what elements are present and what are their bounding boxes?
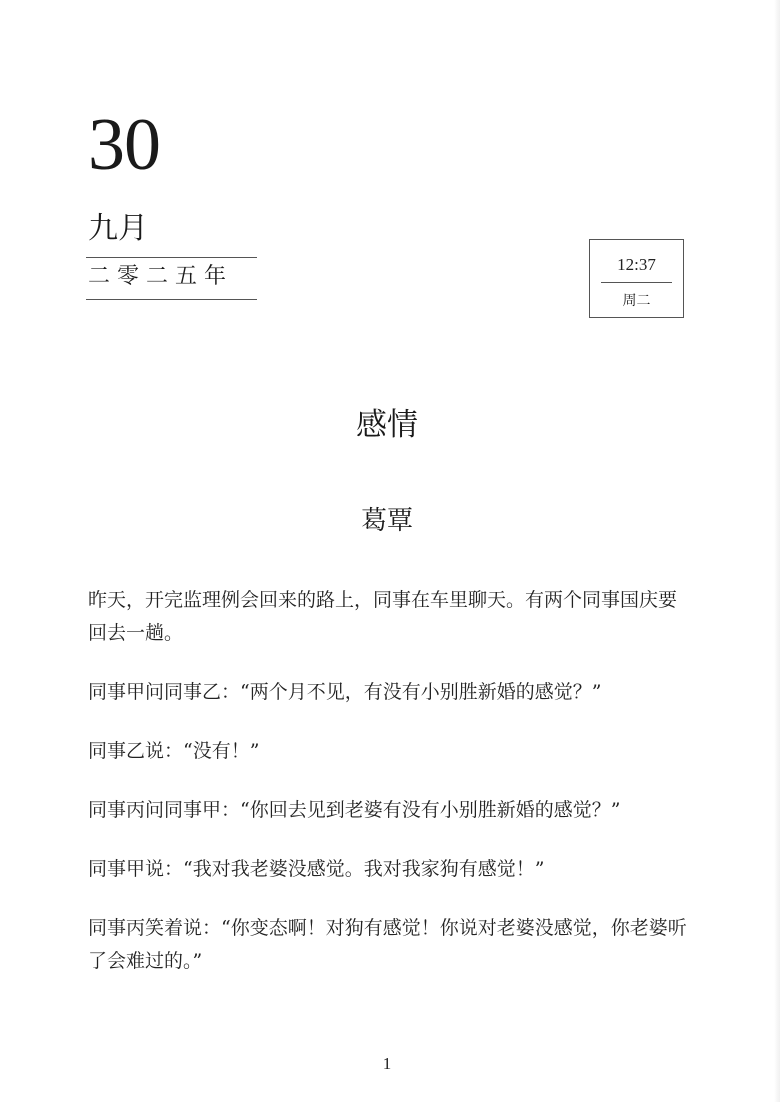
page-number: 1 — [382, 1054, 392, 1073]
time-box — [589, 239, 684, 318]
time-divider — [601, 282, 672, 283]
article-title: 感情 — [356, 407, 418, 443]
paragraph: 同事丙笑着说：“你变态啊！对狗有感觉！你说对老婆没感觉，你老婆听了会难过的。” — [88, 917, 687, 972]
paragraph: 同事丙问同事甲：“你回去见到老婆有没有小别胜新婚的感觉？” — [88, 799, 621, 821]
paragraph: 同事甲问同事乙：“两个月不见，有没有小别胜新婚的感觉？” — [88, 681, 602, 703]
paragraph: 同事甲说：“我对我老婆没感觉。我对我家狗有感觉！” — [88, 858, 545, 880]
paragraph: 昨天，开完监理例会回来的路上，同事在车里聊天。有两个同事国庆要回去一趟。 — [88, 589, 678, 644]
article-author: 葛覃 — [360, 506, 413, 536]
date-divider-top — [86, 257, 257, 258]
date-divider-bottom — [86, 299, 257, 300]
paragraph: 同事乙说：“没有！” — [88, 740, 260, 762]
article-body — [88, 584, 688, 1004]
weekday-label: 周二 — [622, 293, 651, 309]
month-label: 九月 — [88, 211, 148, 246]
time-label: 12:37 — [617, 255, 656, 274]
page-edge-shadow — [774, 0, 780, 1102]
day-number: 30 — [88, 104, 160, 186]
year-label: 二零二五年 — [88, 264, 234, 289]
